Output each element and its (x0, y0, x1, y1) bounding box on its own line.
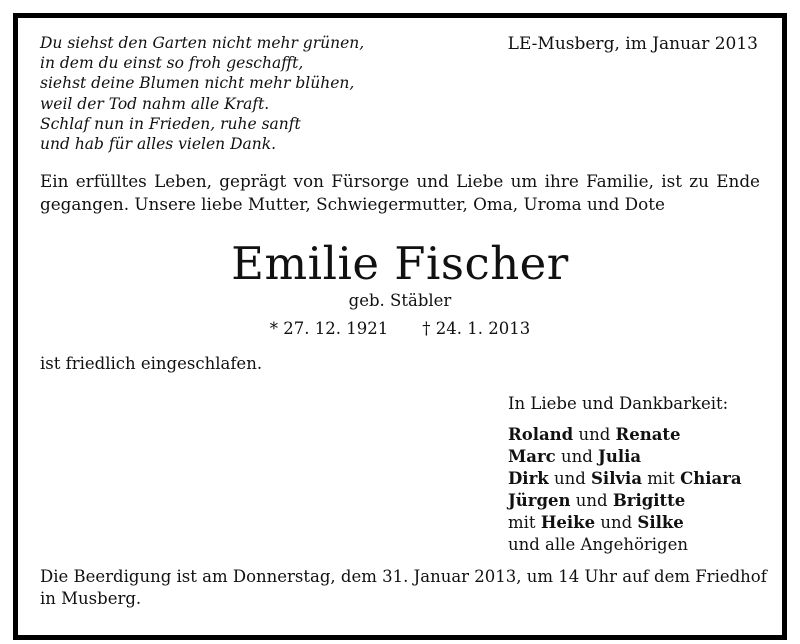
poem-line: Du siehst den Garten nicht mehr grünen, (40, 34, 365, 52)
connector-text: und (595, 513, 638, 532)
connector-text: mit (508, 513, 541, 532)
connector-text: und (570, 491, 613, 510)
connector-text: und (573, 425, 616, 444)
intro-line: gegangen. Unsere liebe Mutter, Schwiegermutter, Oma, Uroma und Dote (40, 194, 665, 214)
funeral-line: Die Beerdigung ist am Donnerstag, dem 31. Januar 2013, um 14 Uhr auf dem Friedhof (40, 567, 767, 586)
maiden-name: geb. Stäbler (348, 291, 452, 310)
place-and-date: LE-Musberg, im Januar 2013 (507, 34, 758, 54)
survivor-name: Julia (598, 447, 642, 466)
survivors-heading: In Liebe und Dankbarkeit: (508, 394, 729, 413)
poem-line: in dem du einst so froh geschafft, (40, 54, 304, 73)
poem-line: Schlaf nun in Frieden, ruhe sanft (40, 114, 301, 133)
deceased-name: Emilie Fischer (231, 237, 569, 290)
connector-text: mit (642, 469, 681, 488)
survivor-name: Brigitte (612, 491, 686, 510)
death-date: † 24. 1. 2013 (422, 319, 531, 338)
poem-line: weil der Tod nahm alle Kraft. (40, 94, 270, 113)
survivor-row (508, 468, 742, 490)
connector-text: und (555, 447, 599, 466)
survivor-name: Silvia (591, 469, 643, 488)
funeral-info (40, 566, 767, 610)
survivor-row (508, 512, 742, 534)
memorial-poem (40, 33, 364, 154)
poem-line: siehst deine Blumen nicht mehr blühen, (40, 74, 355, 93)
passing-statement: ist friedlich eingeschlafen. (40, 354, 263, 373)
connector-text: und alle Angehörigen (508, 535, 689, 554)
survivor-name: Renate (615, 425, 681, 444)
survivor-name: Jürgen (508, 491, 571, 510)
survivor-name: Roland (508, 425, 574, 444)
birth-date: * 27. 12. 1921 (269, 319, 389, 338)
survivor-name: Dirk (508, 469, 549, 488)
survivor-name: Chiara (680, 469, 742, 488)
life-dates (18, 318, 782, 340)
connector-text: und (548, 469, 592, 488)
poem-line: und hab für alles vielen Dank. (40, 135, 277, 154)
obituary-notice (13, 13, 787, 640)
survivor-name: Marc (508, 447, 556, 466)
survivor-name: Heike (540, 513, 596, 532)
survivor-row (508, 534, 742, 556)
survivor-row (508, 490, 742, 512)
survivor-name: Silke (637, 513, 684, 532)
funeral-line: in Musberg. (40, 589, 142, 608)
survivor-row (508, 446, 742, 468)
survivor-list (508, 424, 742, 556)
survivor-row (508, 424, 742, 446)
survivors-block (508, 393, 742, 556)
intro-paragraph (40, 170, 760, 216)
intro-line: Ein erfülltes Leben, geprägt von Fürsorge und Liebe um ihre Familie, ist zu Ende (40, 171, 760, 191)
